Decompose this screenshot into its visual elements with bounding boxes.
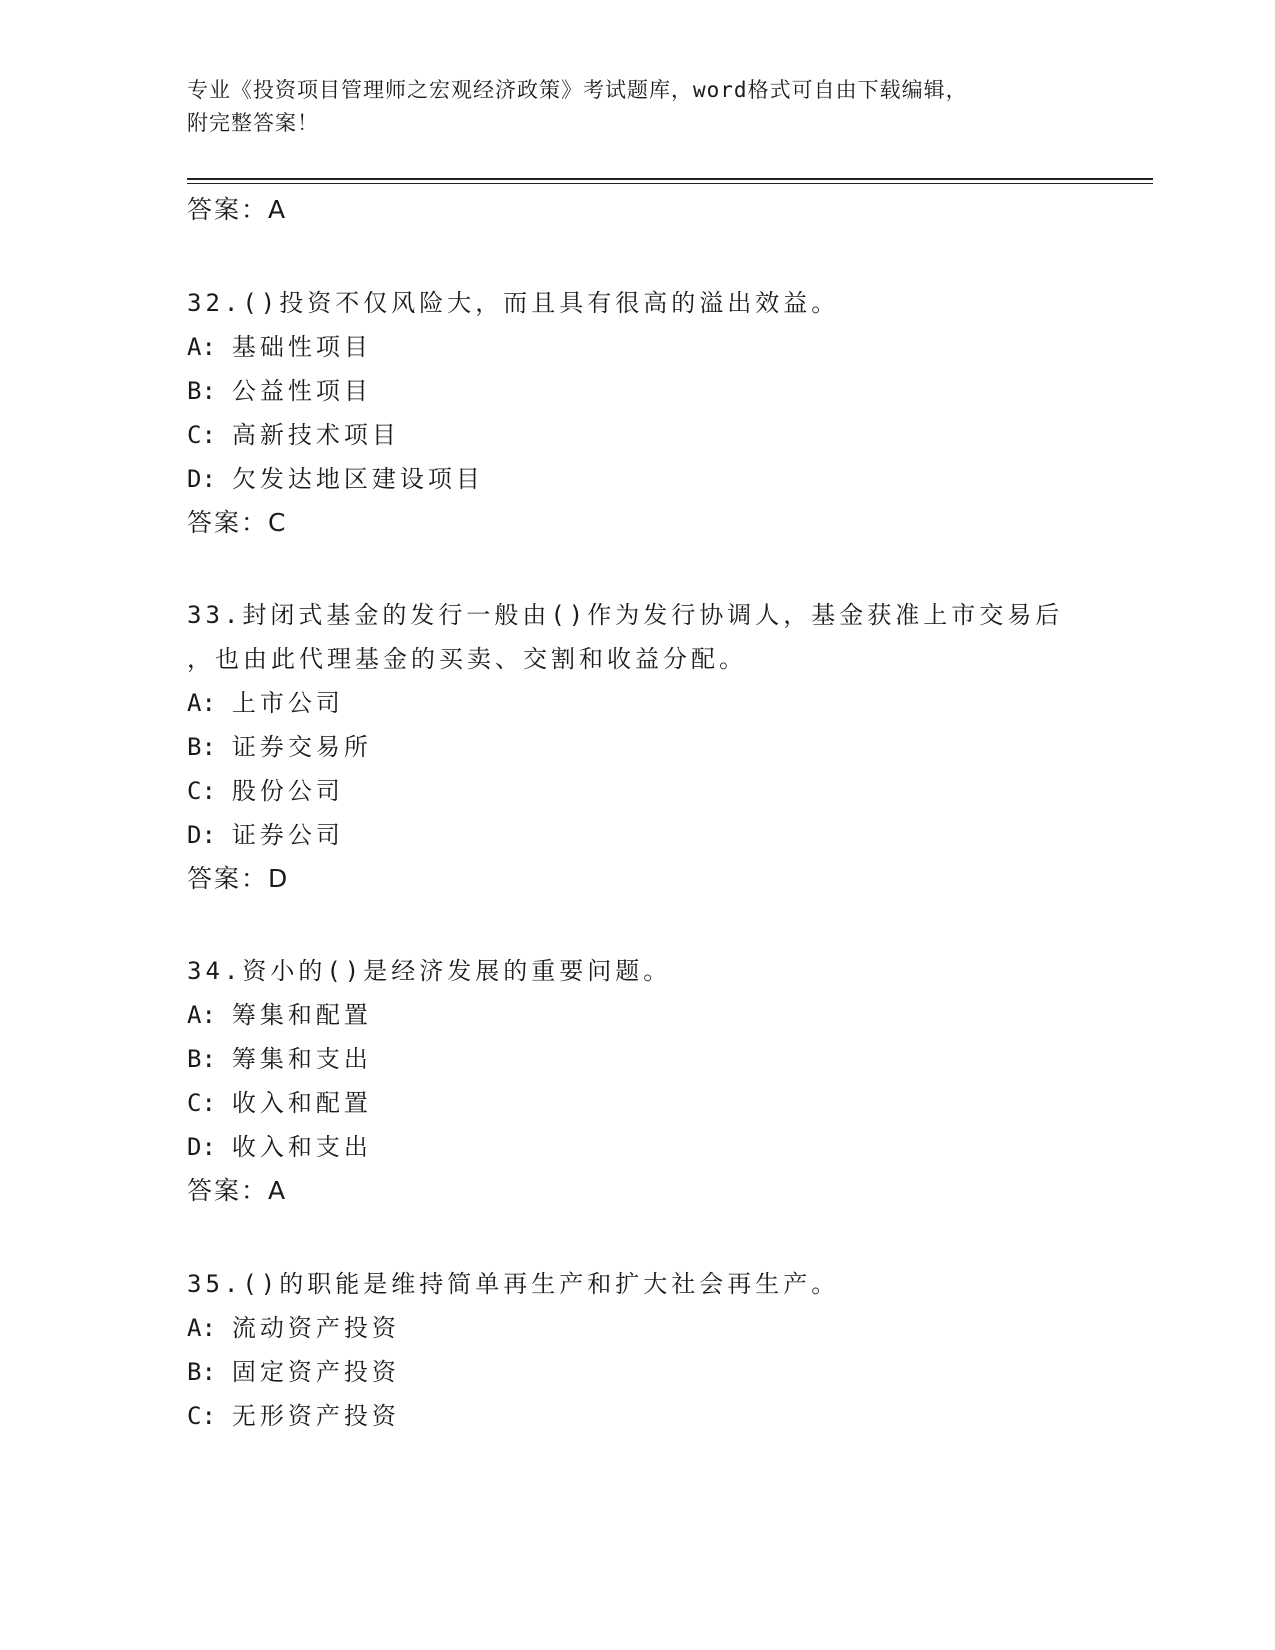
answer-prefix: 答案： <box>187 864 269 893</box>
question-stem-continued: ，也由此代理基金的买卖、交割和收益分配。 <box>187 645 747 673</box>
option-letter: C: <box>187 777 216 805</box>
document-header <box>187 74 1087 140</box>
option-b <box>187 1043 372 1075</box>
option-letter: B: <box>187 1358 216 1386</box>
option-text: 欠发达地区建设项目 <box>231 465 484 493</box>
option-text: 流动资产投资 <box>231 1314 400 1342</box>
option-letter: D: <box>187 465 216 493</box>
option-letter: D: <box>187 1133 216 1161</box>
option-text: 高新技术项目 <box>231 421 400 449</box>
header-line-1: 专业《投资项目管理师之宏观经济政策》考试题库，word格式可自由下载编辑， <box>187 78 968 102</box>
option-c <box>187 1087 372 1119</box>
answer-line <box>187 1175 287 1207</box>
option-c <box>187 419 400 451</box>
option-text: 收入和支出 <box>231 1133 372 1161</box>
header-line-2: 附完整答案！ <box>187 111 319 135</box>
option-letter: C: <box>187 1402 216 1430</box>
option-d <box>187 819 344 851</box>
header-divider-thick <box>187 178 1153 180</box>
answer-value: D <box>268 864 290 893</box>
option-letter: A: <box>187 1314 216 1342</box>
option-text: 收入和配置 <box>231 1089 372 1117</box>
option-d <box>187 463 484 495</box>
option-letter: C: <box>187 421 216 449</box>
question-stem: 34.资小的()是经济发展的重要问题。 <box>187 957 672 985</box>
answer-line <box>187 194 287 226</box>
answer-prefix: 答案： <box>187 508 269 537</box>
option-text: 公益性项目 <box>231 377 372 405</box>
option-letter: B: <box>187 733 216 761</box>
option-text: 股份公司 <box>231 777 344 805</box>
answer-value: C <box>268 508 288 537</box>
answer-prefix: 答案： <box>187 195 269 224</box>
option-letter: D: <box>187 821 216 849</box>
option-text: 固定资产投资 <box>231 1358 400 1386</box>
option-a <box>187 687 344 719</box>
option-d <box>187 1131 372 1163</box>
option-text: 无形资产投资 <box>231 1402 400 1430</box>
option-letter: A: <box>187 333 216 361</box>
answer-value: A <box>268 1176 288 1205</box>
option-c <box>187 1400 400 1432</box>
option-b <box>187 731 372 763</box>
question-stem: 35.()的职能是维持简单再生产和扩大社会再生产。 <box>187 1270 840 1298</box>
option-a <box>187 331 372 363</box>
answer-line <box>187 863 289 895</box>
option-a <box>187 1312 400 1344</box>
option-a <box>187 999 372 1031</box>
answer-value: A <box>268 195 288 224</box>
answer-line <box>187 507 287 539</box>
question-stem: 32.()投资不仅风险大，而且具有很高的溢出效益。 <box>187 289 840 317</box>
option-text: 证券交易所 <box>231 733 372 761</box>
answer-prefix: 答案： <box>187 1176 269 1205</box>
option-b <box>187 1356 400 1388</box>
option-text: 筹集和配置 <box>231 1001 372 1029</box>
option-letter: A: <box>187 689 216 717</box>
option-text: 基础性项目 <box>231 333 372 361</box>
option-text: 上市公司 <box>231 689 344 717</box>
option-letter: C: <box>187 1089 216 1117</box>
header-divider-thin <box>187 183 1153 184</box>
option-text: 筹集和支出 <box>231 1045 372 1073</box>
option-letter: A: <box>187 1001 216 1029</box>
option-letter: B: <box>187 1045 216 1073</box>
option-text: 证券公司 <box>231 821 344 849</box>
option-c <box>187 775 344 807</box>
question-stem: 33.封闭式基金的发行一般由()作为发行协调人，基金获准上市交易后 <box>187 601 1064 629</box>
option-letter: B: <box>187 377 216 405</box>
option-b <box>187 375 372 407</box>
